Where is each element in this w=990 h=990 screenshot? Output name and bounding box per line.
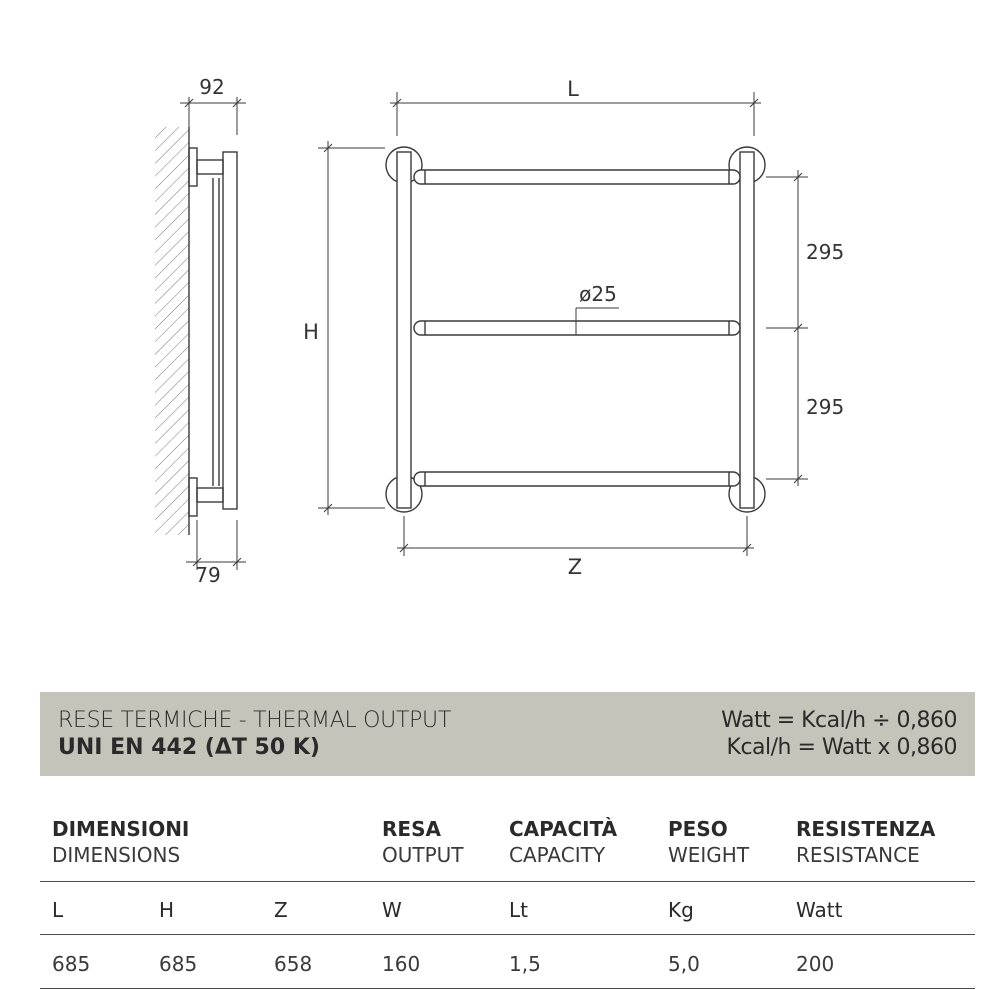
table-rule-middle — [40, 934, 975, 935]
header-it: RESA — [382, 817, 441, 841]
header-en: OUTPUT — [382, 843, 464, 867]
side-bar — [223, 152, 237, 509]
value-capacity: 1,5 — [509, 952, 541, 976]
depth-bottom-label: 79 — [195, 563, 221, 587]
spacing-upper-label: 295 — [806, 240, 845, 264]
value-l: 685 — [52, 952, 91, 976]
header-resistance — [796, 816, 935, 868]
unit-z: Z — [274, 898, 288, 922]
table-rule-top — [40, 881, 975, 882]
header-en: WEIGHT — [668, 843, 750, 867]
banner-title: RESE TERMICHE - THERMAL OUTPUT — [58, 708, 451, 733]
unit-weight: Kg — [668, 898, 694, 922]
unit-l: L — [52, 898, 64, 922]
value-resistance: 200 — [796, 952, 835, 976]
value-h: 685 — [159, 952, 198, 976]
front-view — [318, 92, 808, 556]
spacing-lower-label: 295 — [806, 395, 845, 419]
unit-output: W — [382, 898, 402, 922]
unit-capacity: Lt — [509, 898, 528, 922]
value-weight: 5,0 — [668, 952, 700, 976]
header-it: DIMENSIONI — [52, 817, 190, 841]
thermal-output-banner — [40, 692, 975, 776]
crossbar-bottom — [414, 472, 740, 486]
side-upper-bracket — [189, 148, 197, 186]
crossbar-middle — [414, 321, 740, 335]
side-view — [155, 97, 246, 570]
specs-table — [40, 800, 975, 990]
header-dimensions — [52, 816, 189, 868]
upright-left — [397, 152, 411, 508]
header-output — [382, 816, 464, 868]
header-en: CAPACITY — [509, 843, 606, 867]
side-lower-arm — [197, 488, 223, 502]
crossbar-top — [414, 170, 740, 184]
wall-hatch — [155, 127, 189, 535]
header-capacity — [509, 816, 617, 868]
value-output: 160 — [382, 952, 421, 976]
height-label: H — [303, 320, 319, 344]
header-en: DIMENSIONS — [52, 843, 181, 867]
header-it: CAPACITÀ — [509, 817, 618, 841]
side-lower-bracket — [189, 478, 197, 516]
tube-diameter-label: ø25 — [579, 282, 617, 306]
conversion-kcal: Kcal/h = Watt x 0,860 — [726, 735, 957, 760]
header-it: RESISTENZA — [796, 817, 936, 841]
upright-right — [740, 152, 754, 508]
depth-top-label: 92 — [199, 75, 225, 99]
conversion-watt: Watt = Kcal/h ÷ 0,860 — [721, 708, 957, 733]
width-label: L — [567, 77, 579, 101]
unit-resistance: Watt — [796, 898, 843, 922]
centres-label: Z — [567, 555, 583, 579]
side-upper-arm — [197, 160, 223, 174]
table-rule-bottom — [40, 988, 975, 989]
value-z: 658 — [274, 952, 313, 976]
header-en: RESISTANCE — [796, 843, 920, 867]
header-it: PESO — [668, 817, 728, 841]
unit-h: H — [159, 898, 175, 922]
header-weight — [668, 816, 749, 868]
banner-standard: UNI EN 442 (ΔT 50 K) — [58, 735, 320, 760]
